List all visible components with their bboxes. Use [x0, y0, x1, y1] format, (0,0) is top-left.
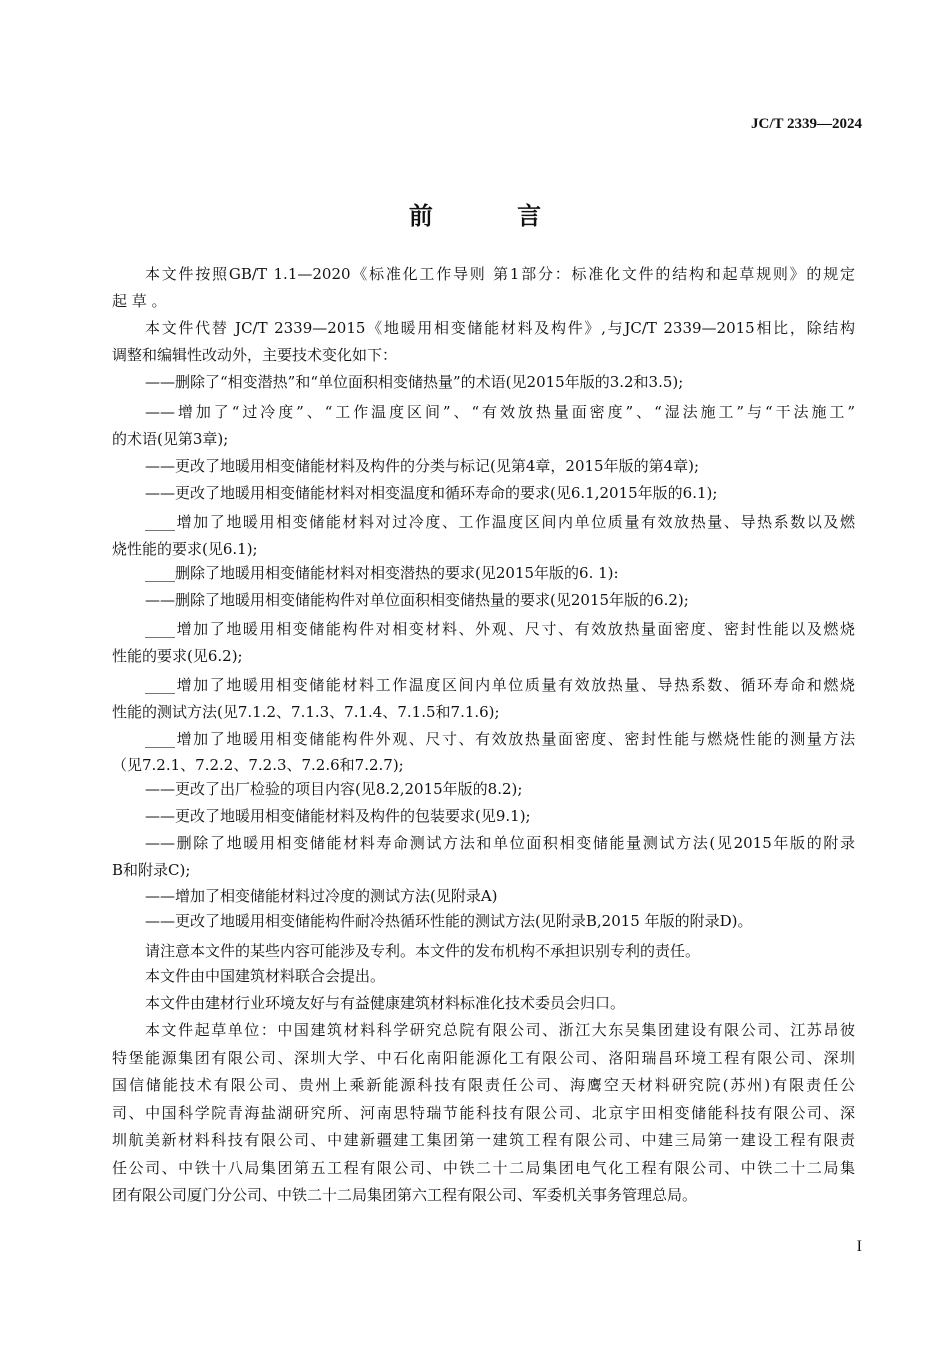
text-line: ____增加了地暖用相变储能材料工作温度区间内单位质量有效放热量、导热系数、循环寿命和燃烧	[145, 676, 855, 694]
text-line: 团有限公司厦门分公司、中铁二十二局集团第六工程有限公司、军委机关事务管理总局。	[112, 1186, 698, 1204]
text-line: ——更改了地暖用相变储能构件耐冷热循环性能的测试方法(见附录B,2015 年版的附录D)。	[145, 912, 753, 930]
text-line: 司、中国科学院青海盐湖研究所、河南思特瑞节能科技有限公司、北京宇田相变储能科技有限公司、深	[112, 1104, 855, 1122]
text-line: 性能的要求(见6.2);	[112, 647, 243, 665]
text-line: ——更改了出厂检验的项目内容(见8.2,2015年版的8.2);	[145, 780, 523, 798]
text-line: 请注意本文件的某些内容可能涉及专利。本文件的发布机构不承担识别专利的责任。	[145, 942, 701, 960]
text-line: ——更改了地暖用相变储能材料及构件的分类与标记(见第4章，2015年版的第4章);	[145, 457, 700, 475]
text-line: （见7.2.1、7.2.2、7.2.3、7.2.6和7.2.7);	[112, 756, 404, 774]
page-number: I	[856, 1238, 862, 1255]
text-line: 本文件由建材行业环境友好与有益健康建筑材料标准化技术委员会归口。	[145, 994, 626, 1012]
text-line: 国信储能技术有限公司、贵州上乘新能源科技有限责任公司、海鹰空天材料研究院(苏州)有限责任公	[112, 1076, 855, 1094]
text-line: B和附录C);	[112, 861, 191, 879]
text-line: ——更改了地暖用相变储能材料及构件的包装要求(见9.1);	[145, 807, 531, 825]
text-line: ——更改了地暖用相变储能材料对相变温度和循环寿命的要求(见6.1,2015年版的6.1);	[145, 484, 718, 502]
text-line: ____增加了地暖用相变储能材料对过冷度、工作温度区间内单位质量有效放热量、导热系数以及燃	[145, 513, 855, 531]
text-line: ____删除了地暖用相变储能材料对相变潜热的要求(见2015年版的6. 1):	[145, 564, 619, 582]
text-line: ——增加了“过冷度”、“工作温度区间”、“有效放热量面密度”、“湿法施工”与“干法施工”	[145, 403, 855, 421]
text-line: 调整和编辑性改动外，主要技术变化如下：	[112, 346, 398, 364]
text-line: ——删除了“相变潜热”和“单位面积相变储热量”的术语(见2015年版的3.2和3.5);	[145, 373, 684, 391]
text-line: 的术语(见第3章);	[112, 430, 229, 448]
text-line: 任公司、中铁十八局集团第五工程有限公司、中铁二十二局集团电气化工程有限公司、中铁二十二局集	[112, 1159, 855, 1177]
text-line: 烧性能的要求(见6.1);	[112, 540, 258, 558]
text-line: ——增加了相变储能材料过冷度的测试方法(见附录A)	[145, 887, 498, 905]
standard-number: JC/T 2339—2024	[751, 116, 862, 132]
text-line: 本文件按照GB/T 1.1—2020《标准化工作导则 第1部分：标准化文件的结构和起草规则》的规定	[145, 265, 855, 283]
text-line: ____增加了地暖用相变储能构件外观、尺寸、有效放热量面密度、密封性能与燃烧性能的测量方法	[145, 730, 855, 748]
text-line: 本文件代替 JC/T 2339—2015《地暖用相变储能材料及构件》,与JC/T 2339—2015相比，除结构	[145, 319, 855, 337]
text-line: ——删除了地暖用相变储能材料寿命测试方法和单位面积相变储能量测试方法(见2015年版的附录	[145, 834, 855, 852]
text-line: 起 草 。	[112, 292, 167, 310]
text-line: 本文件起草单位：中国建筑材料科学研究总院有限公司、浙江大东吴集团建设有限公司、江苏昂彼	[145, 1021, 855, 1039]
text-line: ——删除了地暖用相变储能构件对单位面积相变储热量的要求(见2015年版的6.2);	[145, 591, 689, 609]
page-title: 前 言	[408, 202, 580, 230]
text-line: 性能的测试方法(见7.1.2、7.1.3、7.1.4、7.1.5和7.1.6);	[112, 703, 500, 721]
text-line: 圳航美新材料科技有限公司、中建新疆建工集团第一建筑工程有限公司、中建三局第一建设工程有限责	[112, 1131, 855, 1149]
text-line: ____增加了地暖用相变储能构件对相变材料、外观、尺寸、有效放热量面密度、密封性能以及燃烧	[145, 620, 855, 638]
text-line: 本文件由中国建筑材料联合会提出。	[145, 967, 386, 985]
text-line: 特堡能源集团有限公司、深圳大学、中石化南阳能源化工有限公司、洛阳瑞昌环境工程有限公司、深圳	[112, 1049, 855, 1067]
